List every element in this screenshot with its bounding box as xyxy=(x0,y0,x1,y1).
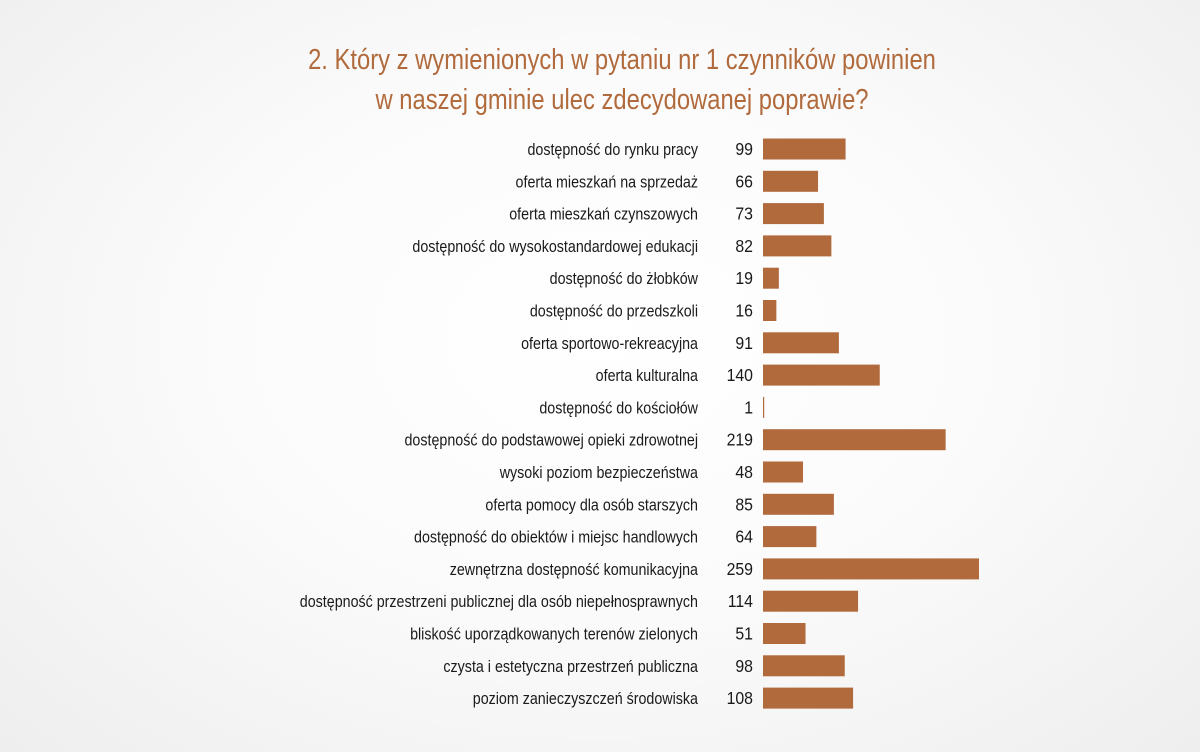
bar xyxy=(763,623,806,644)
bar xyxy=(763,591,858,612)
bar-row xyxy=(516,171,818,192)
bar xyxy=(763,558,979,579)
bar xyxy=(763,203,824,224)
value-label: 1 xyxy=(744,397,753,418)
value-label: 64 xyxy=(735,526,753,547)
value-label: 51 xyxy=(735,623,753,644)
bar xyxy=(763,397,764,418)
bar-row xyxy=(521,332,839,353)
value-label: 85 xyxy=(735,494,753,515)
bar xyxy=(763,365,880,386)
category-label: dostępność do podstawowej opieki zdrowotnej xyxy=(404,431,698,451)
category-label: wysoki poziom bezpieczeństwa xyxy=(499,463,698,483)
bar xyxy=(763,171,818,192)
bar-row xyxy=(530,300,777,321)
category-label: dostępność do wysokostandardowej edukacji xyxy=(412,237,698,257)
category-label: bliskość uporządkowanych terenów zielonych xyxy=(410,625,698,644)
bar-row xyxy=(485,494,833,515)
bar-row xyxy=(499,462,803,483)
chart-title-line-1: 2. Który z wymienionych w pytaniu nr 1 czynników powinien xyxy=(308,44,936,76)
chart-title-line-2: w naszej gminie ulec zdecydowanej poprawie? xyxy=(375,84,869,116)
value-label: 259 xyxy=(726,558,753,580)
value-label: 16 xyxy=(735,300,753,321)
category-label: dostępność przestrzeni publicznej dla osób niepełnosprawnych xyxy=(299,593,698,612)
category-label: oferta sportowo-rekreacyjna xyxy=(521,334,698,354)
bar-row xyxy=(410,623,805,644)
bar-row xyxy=(300,591,858,612)
value-label: 19 xyxy=(735,268,753,289)
bar xyxy=(763,300,776,321)
category-label: dostępność do rynku pracy xyxy=(527,140,698,160)
value-label: 82 xyxy=(735,235,753,257)
category-label: oferta mieszkań czynszowych xyxy=(509,205,698,224)
bar-row xyxy=(404,429,945,450)
category-label: dostępność do przedszkoli xyxy=(529,302,698,321)
bar-row xyxy=(550,268,779,289)
bar-row xyxy=(450,558,979,579)
bar-row xyxy=(414,526,816,547)
bar-row xyxy=(509,203,824,224)
category-label: oferta mieszkań na sprzedaż xyxy=(515,173,698,192)
bar xyxy=(763,494,834,515)
category-label: czysta i estetyczna przestrzeń publiczna xyxy=(443,657,698,677)
value-label: 98 xyxy=(735,655,753,677)
category-label: dostępność do obiektów i miejsc handlowych xyxy=(414,528,698,547)
category-label: poziom zanieczyszczeń środowiska xyxy=(472,690,698,709)
bar-row xyxy=(596,365,880,386)
value-label: 48 xyxy=(735,462,753,483)
bar-row xyxy=(527,139,845,160)
value-label: 73 xyxy=(735,203,753,224)
bar-row xyxy=(412,235,831,256)
bar xyxy=(763,655,845,676)
bar xyxy=(763,429,946,450)
bar xyxy=(763,688,853,709)
bar xyxy=(763,235,831,256)
bar xyxy=(763,268,779,289)
bar-row xyxy=(443,655,844,676)
value-label: 99 xyxy=(735,139,753,160)
bar xyxy=(763,462,803,483)
category-label: dostępność do żłobków xyxy=(549,270,698,289)
category-label: oferta kulturalna xyxy=(595,367,698,386)
bar xyxy=(763,526,816,547)
bar xyxy=(763,139,846,160)
value-label: 66 xyxy=(735,171,753,192)
value-label: 91 xyxy=(735,332,753,354)
category-label: zewnętrzna dostępność komunikacyjna xyxy=(449,560,698,580)
value-label: 114 xyxy=(727,591,753,612)
value-label: 108 xyxy=(726,688,753,709)
bar-row xyxy=(539,397,764,418)
bar xyxy=(763,332,839,353)
category-label: dostępność do kościołów xyxy=(539,399,698,418)
bar-row xyxy=(473,688,853,709)
category-label: oferta pomocy dla osób starszych xyxy=(485,496,698,515)
value-label: 219 xyxy=(726,429,753,450)
value-label: 140 xyxy=(726,365,753,386)
